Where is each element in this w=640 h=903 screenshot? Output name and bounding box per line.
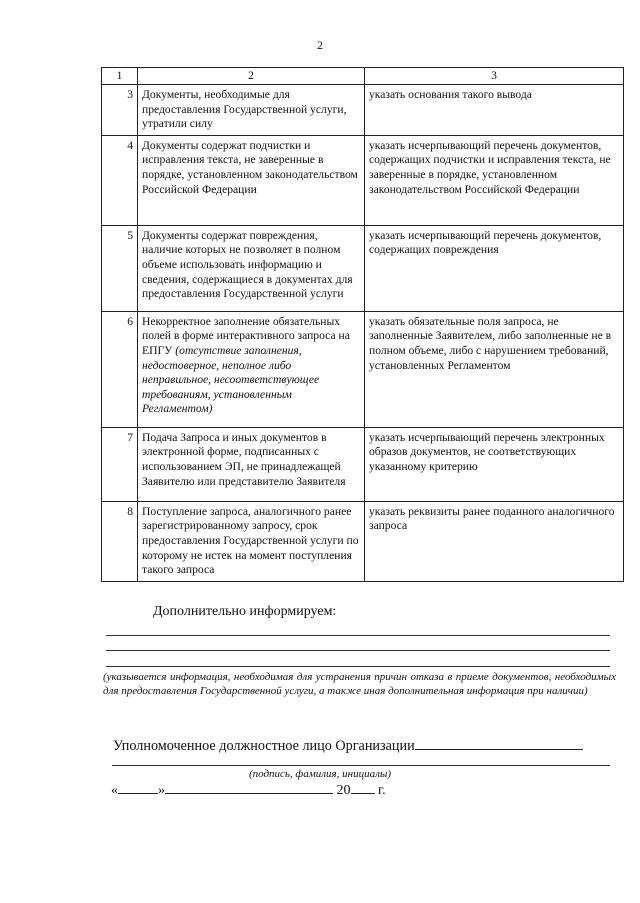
- reason-text: Документы, необходимые для предоставления Государственной услуги, утратили силу: [142, 88, 347, 131]
- table-header-row: [102, 68, 624, 85]
- explanation-cell: указать обязательные поля запроса, не заполненные Заявителем, либо заполненные не в полном объеме, либо с нарушением требований, установленных Регламентом: [365, 311, 624, 427]
- date-open-quote: «: [111, 783, 118, 798]
- reason-italic-text: (отсутствие заполнения, недостоверное, неполное либо неправильное, несоответствующее требованиям, установленным Регламентом): [142, 343, 320, 416]
- authorized-official-label: Уполномоченное должностное лицо Организации: [113, 738, 415, 754]
- reason-cell: [138, 85, 365, 136]
- official-blank-line: [415, 736, 583, 750]
- fill-in-line: [106, 666, 610, 667]
- explanation-cell: указать реквизиты ранее поданного аналогичного запроса: [365, 501, 624, 581]
- year-blank: [351, 781, 375, 794]
- reason-cell: [138, 501, 365, 581]
- fill-in-line: [106, 635, 610, 636]
- signature-line: [112, 765, 610, 766]
- table-row: [102, 427, 624, 501]
- row-number: 7: [102, 427, 138, 501]
- row-number: 3: [102, 85, 138, 136]
- reason-cell: [138, 135, 365, 225]
- table-row: [102, 311, 624, 427]
- year-suffix: г.: [378, 783, 386, 798]
- reason-text: Подача Запроса и иных документов в электронной форме, подписанных с использованием ЭП, не принадлежащей Заявителю или представителю Заявителя: [142, 430, 346, 488]
- column-header: 1: [102, 68, 138, 85]
- page-number: 2: [317, 38, 323, 52]
- column-header: 3: [365, 68, 624, 85]
- additional-info-title: Дополнительно информируем:: [153, 604, 337, 619]
- reason-cell: [138, 225, 365, 311]
- explanation-cell: указать исчерпывающий перечень документов, содержащих подчистки и исправления текста, не заверенные в порядке, установленном законодательством Российской Федерации: [365, 135, 624, 225]
- year-prefix: 20: [336, 783, 351, 798]
- signature-caption: (подпись, фамилия, инициалы): [248, 768, 392, 780]
- table-row: [102, 135, 624, 225]
- reason-cell: [138, 427, 365, 501]
- row-number: 4: [102, 135, 138, 225]
- row-number: 8: [102, 501, 138, 581]
- fill-in-line: [106, 650, 610, 651]
- day-blank: [118, 781, 158, 794]
- refusal-reasons-table: [101, 67, 624, 582]
- authorized-official: [113, 736, 583, 755]
- month-blank: [165, 781, 333, 794]
- reason-text: Некорректное заполнение обязательных полей в форме интерактивного запроса на ЕПГУ: [142, 314, 350, 357]
- date-line: [111, 781, 386, 799]
- column-header: 2: [138, 68, 365, 85]
- reason-text: Поступление запроса, аналогичного ранее зарегистрированному запросу, срок предоставления Государственной услуги по которому не истек на момент поступления такого запроса: [142, 504, 359, 577]
- date-close-quote: »: [158, 783, 165, 798]
- additional-info-note: (указывается информация, необходимая для устранения причин отказа в приеме документов, необходимых для предоставления Государственной услуги, а также иная дополнительная информация при наличии): [103, 671, 616, 697]
- reason-cell: [138, 311, 365, 427]
- explanation-cell: указать исчерпывающий перечень документов, содержащих повреждения: [365, 225, 624, 311]
- table-row: [102, 501, 624, 581]
- row-number: 5: [102, 225, 138, 311]
- reason-text: Документы содержат повреждения, наличие которых не позволяет в полном объеме использовать информацию и сведения, содержащиеся в документах для предоставления Государственной услуги: [142, 228, 353, 301]
- row-number: 6: [102, 311, 138, 427]
- table-row: [102, 225, 624, 311]
- explanation-cell: указать основания такого вывода: [365, 85, 624, 136]
- explanation-cell: указать исчерпывающий перечень электронных образов документов, не соответствующих указанному критерию: [365, 427, 624, 501]
- reason-text: Документы содержат подчистки и исправления текста, не заверенные в порядке, установленном законодательством Российской Федерации: [142, 138, 358, 196]
- table-row: [102, 85, 624, 136]
